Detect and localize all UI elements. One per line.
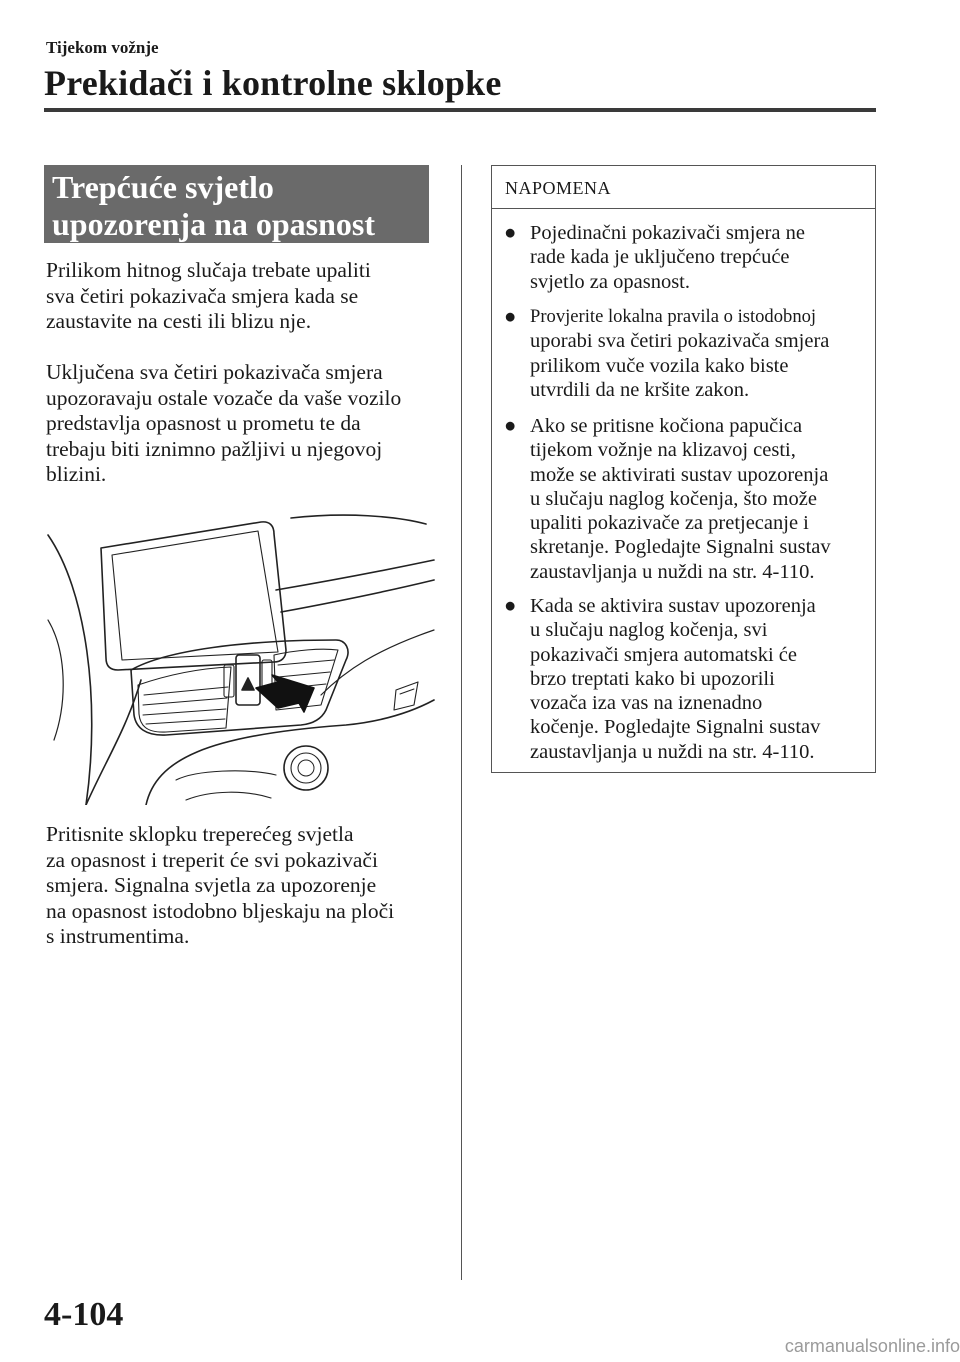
note-item <box>504 594 869 764</box>
text-line: kočenje. Pogledajte Signalni sustav <box>530 716 821 739</box>
section-kicker: Tijekom vožnje <box>46 38 159 57</box>
column-divider <box>461 165 462 1280</box>
hazard-switch-illustration <box>46 500 436 805</box>
text-line: uporabi sva četiri pokazivača smjera <box>530 330 830 353</box>
text-line: u slučaju naglog kočenja, što može <box>530 487 817 510</box>
text-line: Kada se aktivira sustav upozorenja <box>530 595 816 617</box>
text-line: zaustavite na cesti ili blizu nje. <box>46 309 312 333</box>
text-line: u slučaju naglog kočenja, svi <box>530 619 768 642</box>
text-line: Uključena sva četiri pokazivača smjera <box>46 360 383 384</box>
bullet-icon: ● <box>504 415 517 437</box>
text-line: može se aktivirati sustav upozorenja <box>530 463 829 486</box>
note-heading: NAPOMENA <box>492 166 875 209</box>
text-line: sva četiri pokazivača smjera kada se <box>46 283 359 308</box>
text-line: tijekom vožnje na klizavoj cesti, <box>530 439 796 462</box>
section-heading-line: upozorenja na opasnost <box>52 206 376 242</box>
text-line: skretanje. Pogledajte Signalni sustav <box>530 536 831 559</box>
bullet-icon: ● <box>504 595 517 617</box>
title-rule <box>44 108 876 112</box>
text-line: prilikom vuče vozila kako biste <box>530 354 789 377</box>
text-line: brzo treptati kako bi upozorili <box>530 667 775 690</box>
text-line: Ako se pritisne kočiona papučica <box>530 415 803 437</box>
footer-watermark: carmanualsonline.info <box>784 1336 960 1356</box>
text-line: upozoravaju ostale vozače da vaše vozilo <box>46 385 402 410</box>
section-heading <box>44 165 429 243</box>
text-line: svjetlo za opasnost. <box>530 270 690 293</box>
text-line: trebaju biti iznimno pažljivi u njegovoj <box>46 436 383 461</box>
intro-paragraph <box>46 258 446 335</box>
text-line: na opasnost istodobno bljeskaju na ploči <box>46 898 395 923</box>
note-box <box>491 165 876 773</box>
note-item <box>504 221 869 294</box>
text-line: Pritisnite sklopku treperećeg svjetla <box>46 822 354 846</box>
text-line: Provjerite lokalna pravila o istodobnoj <box>530 306 817 327</box>
text-line: zaustavljanja u nuždi na str. 4-110. <box>530 740 815 763</box>
page-number: 4-104 <box>44 1296 124 1333</box>
warning-paragraph <box>46 360 446 488</box>
text-line: predstavlja opasnost u prometu te da <box>46 411 361 435</box>
text-line: Pojedinačni pokazivači smjera ne <box>530 222 805 244</box>
section-heading-line: Trepćuće svjetlo <box>52 169 274 205</box>
text-line: Prilikom hitnog slučaja trebate upaliti <box>46 258 371 282</box>
text-line: rade kada je uključeno trepćuće <box>530 246 790 269</box>
text-line: pokazivači smjera automatski će <box>530 643 797 666</box>
text-line: blizini. <box>46 462 107 486</box>
bullet-icon: ● <box>504 306 517 328</box>
note-item <box>504 305 869 402</box>
text-line: smjera. Signalna svjetla za upozorenje <box>46 873 377 897</box>
text-line: za opasnost i treperit će svi pokazivači <box>46 847 378 872</box>
bullet-icon: ● <box>504 222 517 244</box>
note-item <box>504 414 869 584</box>
text-line: zaustavljanja u nuždi na str. 4-110. <box>530 560 815 583</box>
text-line: vozača iza vas na iznenadno <box>530 692 763 715</box>
page-title: Prekidači i kontrolne sklopke <box>44 63 502 103</box>
text-line: utvrdili da ne kršite zakon. <box>530 378 750 401</box>
text-line: s instrumentima. <box>46 924 190 948</box>
instruction-paragraph <box>46 822 446 950</box>
text-line: upaliti pokazivače za pretjecanje i <box>530 512 809 535</box>
